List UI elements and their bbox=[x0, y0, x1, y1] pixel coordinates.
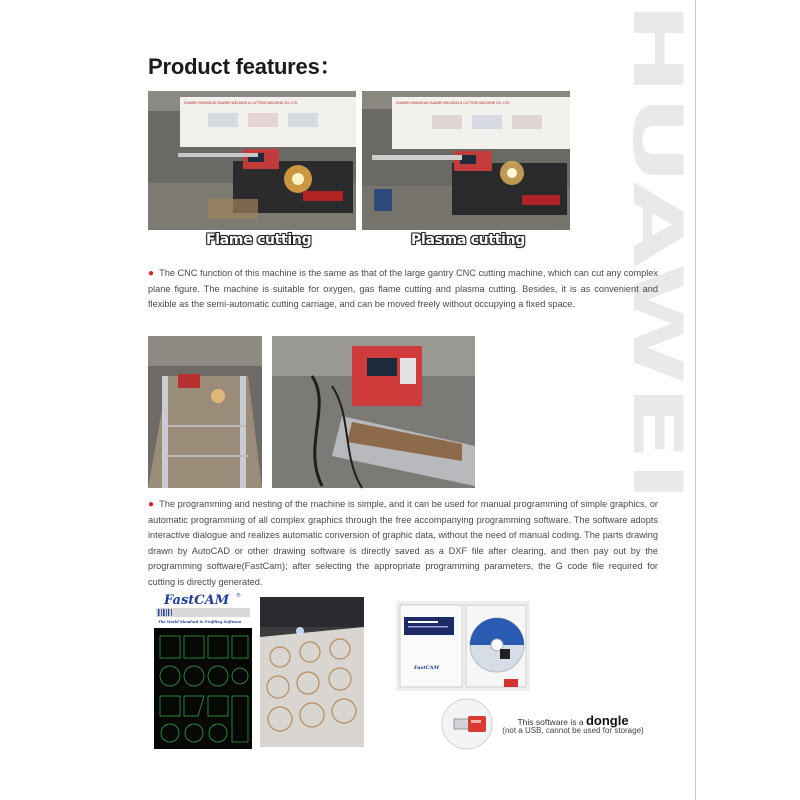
plasma-banner-text: HUAWEI SHANGHAI HUAWEI WELDING & CUTTING MACHINE CO.,LTD. bbox=[396, 101, 511, 105]
fastcam-tagline: The World Standard in Profiling Software bbox=[158, 620, 242, 624]
fastcam-logo: FastCAM bbox=[164, 593, 230, 608]
flame-cutting-caption: Flame cutting bbox=[206, 232, 312, 248]
software-box-photo bbox=[396, 601, 530, 691]
plasma-cutting-photo bbox=[362, 91, 570, 230]
feature-paragraph-cnc-text: The CNC function of this machine is the same as that of the large gantry CNC cutting machine, which can cut any complex plane figure. The machine is suitable for oxygen, gas flame cutting and plasma cutting. Besides, it is as convenient and flexible as the semi-automatic cutting carriage, and can be moved freely without occupying a fixed space. bbox=[148, 268, 658, 310]
bullet-dot: ● bbox=[148, 268, 155, 279]
feature-paragraph-cnc bbox=[148, 266, 658, 313]
rail-table-photo bbox=[148, 336, 262, 488]
dongle-note bbox=[498, 713, 648, 735]
feature-paragraph-programming bbox=[148, 497, 658, 591]
feature-paragraph-programming-text: The programming and nesting of the machine is simple, and it can be used for manual programming of simple graphics, or automatic programming of all complex graphics through the free accompanying programming software. The software adopts interactive dialogue and realizes automatic conversion of graphic data, without the need of manual coding. The parts drawing drawn by AutoCAD or other drawing software is directly saved as a DXF file after clearing, and then pay out by the programming software(FastCam); after selecting the appropriate programming parameters, the G code file required for cutting is directly generated. bbox=[148, 499, 658, 587]
dongle-note-strong: dongle bbox=[585, 713, 629, 728]
portable-cnc-photo bbox=[272, 336, 475, 488]
brand-watermark bbox=[617, 2, 696, 502]
dongle-note-detail: (not a USB, cannot be used for storage) bbox=[502, 726, 644, 735]
brand-watermark-text: HUAWEI bbox=[617, 2, 696, 309]
page-title: Product features： bbox=[148, 54, 342, 79]
plasma-cutting-caption: Plasma cutting bbox=[411, 232, 525, 248]
bullet-dot: ● bbox=[148, 499, 155, 510]
flame-banner-text: HUAWEI SHANGHAI HUAWEI WELDING & CUTTING MACHINE CO.,LTD. bbox=[184, 101, 299, 105]
dongle-note-prefix: This software is a bbox=[517, 717, 584, 727]
software-box-label: FastCAM bbox=[414, 665, 440, 671]
flame-cutting-photo bbox=[148, 91, 356, 230]
dongle-photo bbox=[440, 698, 494, 750]
fastcam-nesting-panel bbox=[154, 588, 252, 749]
fastcam-registered-mark: ® bbox=[236, 593, 241, 599]
cut-parts-photo bbox=[260, 597, 364, 747]
